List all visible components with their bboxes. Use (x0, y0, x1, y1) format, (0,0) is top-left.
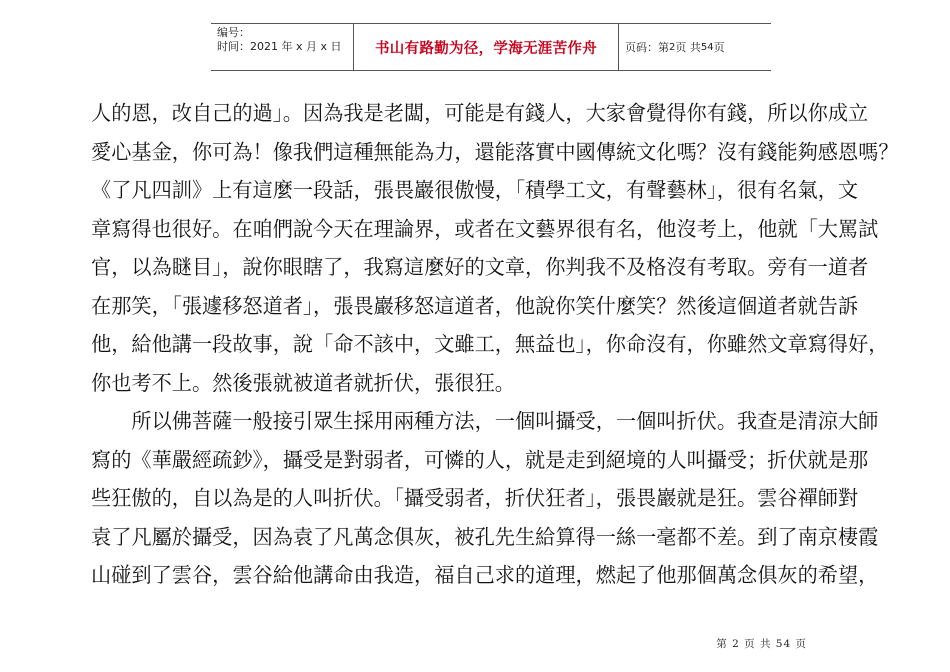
page-mid: 页 共 (675, 41, 701, 54)
page-total: 54 (700, 41, 714, 53)
page-prefix: 页码：第 (625, 41, 669, 54)
page-suffix: 页 (713, 41, 725, 54)
body-line: 山碰到了雲谷，雲谷給他講命由我造，福自己求的道理，燃起了他那個萬念俱灰的希望， (91, 563, 879, 587)
page-header (211, 23, 771, 71)
body-line: 章寫得也很好。在咱們說今天在理論界，或者在文藝界很有名，他沒考上，他就「大罵試 (91, 216, 879, 241)
body-line: 人的恩，改自己的過」。因為我是老闆，可能是有錢人，大家會覺得你有錢，所以你成立 (91, 101, 869, 125)
header-page-cell (619, 24, 771, 70)
document-body (91, 94, 921, 595)
body-line: 在那笑，「張遽移怒道者」，張畏巖移怒這道者，他說你笑什麼笑？然後這個道者就告訴 (91, 293, 859, 318)
body-line: 所以佛菩薩一般接引眾生採用兩種方法，一個叫攝受，一個叫折伏。我查是清涼大師 (91, 409, 879, 433)
body-line: 愛心基金，你可為！像我們這種無能為力，還能落實中國傳統文化嗎？沒有錢能夠感恩嗎？ (91, 139, 899, 164)
page-current: 2 (669, 41, 676, 53)
body-line: 《了凡四訓》上有這麼一段話，張畏巖很傲慢，「積學工文，有聲藝林」，很有名氣，文 (91, 178, 859, 202)
header-meta-cell (211, 24, 354, 70)
body-line: 寫的《華嚴經疏鈔》，攝受是對弱者，可憐的人，就是走到絕境的人叫攝受；折伏就是那 (91, 447, 869, 472)
document-number-label: 编号： (217, 26, 250, 39)
document-date-label: 时间：2021 年 x 月 x 日 (217, 40, 342, 53)
body-line: 你也考不上。然後張就被道者就折伏，張很狂。 (91, 370, 515, 395)
body-line: 袁了凡屬於攝受，因為袁了凡萬念俱灰，被孔先生給算得一絲一毫都不差。到了南京棲霞 (91, 524, 879, 549)
footer-page-number: 第 2 页 共 54 页 (716, 638, 807, 650)
body-line: 他，給他講一段故事，說「命不該中，文雖工，無益也」，你命沒有，你雖然文章寫得好， (91, 332, 889, 356)
body-line: 些狂傲的，自以為是的人叫折伏。「攝受弱者，折伏狂者」，張畏巖就是狂。雲谷禪師對 (91, 486, 859, 510)
body-line: 官，以為瞇目」，說你眼瞎了，我寫這麼好的文章，你判我不及格沒有考取。旁有一道者 (91, 255, 869, 279)
header-motto: 书山有路勤为径，学海无涯苦作舟 (354, 24, 619, 70)
